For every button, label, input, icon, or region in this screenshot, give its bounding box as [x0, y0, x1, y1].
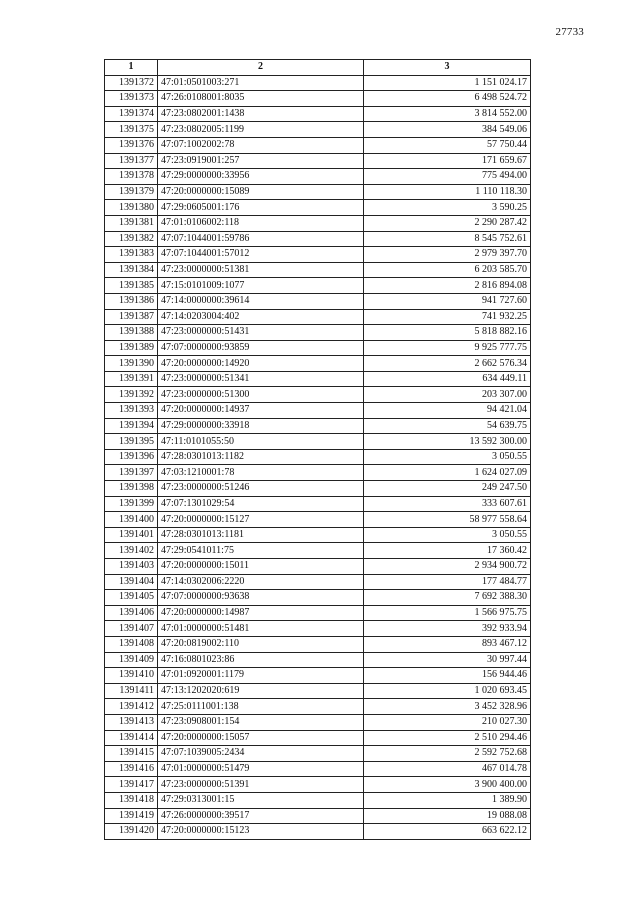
row-number-cell: 1391375 [105, 122, 158, 138]
cadastral-value-cell: 3 590.25 [364, 200, 531, 216]
row-number-cell: 1391383 [105, 247, 158, 263]
cadastral-number-cell: 47:29:0000000:33918 [158, 418, 364, 434]
cadastral-value-cell: 663 622.12 [364, 824, 531, 840]
cadastral-value-cell: 2 979 397.70 [364, 247, 531, 263]
table-row [105, 808, 531, 824]
cadastral-number-cell: 47:15:0101009:1077 [158, 278, 364, 294]
cadastral-value-cell: 2 816 894.08 [364, 278, 531, 294]
cadastral-value-cell: 6 203 585.70 [364, 262, 531, 278]
cadastral-number-cell: 47:23:0000000:51246 [158, 481, 364, 497]
table-row [105, 215, 531, 231]
cadastral-number-cell: 47:20:0000000:14987 [158, 605, 364, 621]
table-row [105, 106, 531, 122]
table-row [105, 559, 531, 575]
cadastral-number-cell: 47:28:0301013:1181 [158, 527, 364, 543]
table-row [105, 496, 531, 512]
table-row [105, 605, 531, 621]
column-header-2: 2 [158, 60, 364, 76]
cadastral-number-cell: 47:07:0000000:93638 [158, 590, 364, 606]
row-number-cell: 1391373 [105, 91, 158, 107]
row-number-cell: 1391411 [105, 683, 158, 699]
table-row [105, 512, 531, 528]
cadastral-value-cell: 94 421.04 [364, 403, 531, 419]
cadastral-value-cell: 171 659.67 [364, 153, 531, 169]
row-number-cell: 1391392 [105, 387, 158, 403]
table-row [105, 652, 531, 668]
cadastral-value-cell: 3 050.55 [364, 527, 531, 543]
row-number-cell: 1391408 [105, 636, 158, 652]
row-number-cell: 1391390 [105, 356, 158, 372]
cadastral-value-cell: 2 510 294.46 [364, 730, 531, 746]
cadastral-number-cell: 47:20:0000000:15127 [158, 512, 364, 528]
row-number-cell: 1391406 [105, 605, 158, 621]
table-row [105, 668, 531, 684]
row-number-cell: 1391393 [105, 403, 158, 419]
cadastral-number-cell: 47:01:0920001:1179 [158, 668, 364, 684]
row-number-cell: 1391399 [105, 496, 158, 512]
table-row [105, 714, 531, 730]
table-row [105, 231, 531, 247]
table-row [105, 699, 531, 715]
cadastral-value-cell: 6 498 524.72 [364, 91, 531, 107]
cadastral-number-cell: 47:03:1210001:78 [158, 465, 364, 481]
table-body [105, 75, 531, 839]
table-row [105, 91, 531, 107]
row-number-cell: 1391407 [105, 621, 158, 637]
table-row [105, 465, 531, 481]
cadastral-number-cell: 47:25:0111001:138 [158, 699, 364, 715]
row-number-cell: 1391382 [105, 231, 158, 247]
cadastral-value-cell: 30 997.44 [364, 652, 531, 668]
cadastral-value-cell: 19 088.08 [364, 808, 531, 824]
cadastral-value-cell: 3 050.55 [364, 449, 531, 465]
cadastral-value-cell: 1 389.90 [364, 792, 531, 808]
row-number-cell: 1391394 [105, 418, 158, 434]
cadastral-number-cell: 47:20:0000000:14937 [158, 403, 364, 419]
cadastral-value-cell: 3 900 400.00 [364, 777, 531, 793]
cadastral-number-cell: 47:20:0000000:15057 [158, 730, 364, 746]
table-row [105, 403, 531, 419]
row-number-cell: 1391385 [105, 278, 158, 294]
page-number: 27733 [555, 26, 584, 38]
table-row [105, 122, 531, 138]
cadastral-number-cell: 47:07:1044001:59786 [158, 231, 364, 247]
cadastral-value-cell: 156 944.46 [364, 668, 531, 684]
table-row [105, 356, 531, 372]
row-number-cell: 1391372 [105, 75, 158, 91]
table-row [105, 621, 531, 637]
row-number-cell: 1391402 [105, 543, 158, 559]
row-number-cell: 1391379 [105, 184, 158, 200]
table-row [105, 434, 531, 450]
row-number-cell: 1391416 [105, 761, 158, 777]
cadastral-value-cell: 634 449.11 [364, 371, 531, 387]
table-row [105, 293, 531, 309]
table-row [105, 636, 531, 652]
cadastral-value-cell: 741 932.25 [364, 309, 531, 325]
cadastral-number-cell: 47:23:0908001:154 [158, 714, 364, 730]
table-row [105, 730, 531, 746]
cadastral-number-cell: 47:23:0802001:1438 [158, 106, 364, 122]
row-number-cell: 1391420 [105, 824, 158, 840]
cadastral-number-cell: 47:01:0000000:51481 [158, 621, 364, 637]
table-row [105, 449, 531, 465]
cadastral-value-table [104, 59, 531, 840]
row-number-cell: 1391389 [105, 340, 158, 356]
cadastral-number-cell: 47:23:0000000:51381 [158, 262, 364, 278]
cadastral-value-cell: 1 624 027.09 [364, 465, 531, 481]
row-number-cell: 1391381 [105, 215, 158, 231]
row-number-cell: 1391415 [105, 746, 158, 762]
row-number-cell: 1391409 [105, 652, 158, 668]
cadastral-number-cell: 47:16:0801023:86 [158, 652, 364, 668]
cadastral-value-cell: 58 977 558.64 [364, 512, 531, 528]
cadastral-value-cell: 1 566 975.75 [364, 605, 531, 621]
cadastral-value-cell: 210 027.30 [364, 714, 531, 730]
cadastral-number-cell: 47:07:1039005:2434 [158, 746, 364, 762]
column-header-3: 3 [364, 60, 531, 76]
row-number-cell: 1391412 [105, 699, 158, 715]
row-number-cell: 1391387 [105, 309, 158, 325]
cadastral-value-cell: 249 247.50 [364, 481, 531, 497]
table-row [105, 184, 531, 200]
cadastral-number-cell: 47:07:1301029:54 [158, 496, 364, 512]
cadastral-value-cell: 1 151 024.17 [364, 75, 531, 91]
cadastral-value-cell: 5 818 882.16 [364, 325, 531, 341]
row-number-cell: 1391384 [105, 262, 158, 278]
table-row [105, 153, 531, 169]
cadastral-value-cell: 13 592 300.00 [364, 434, 531, 450]
row-number-cell: 1391410 [105, 668, 158, 684]
cadastral-value-cell: 177 484.77 [364, 574, 531, 590]
cadastral-value-cell: 2 662 576.34 [364, 356, 531, 372]
table-row [105, 247, 531, 263]
row-number-cell: 1391374 [105, 106, 158, 122]
cadastral-value-cell: 1 110 118.30 [364, 184, 531, 200]
cadastral-number-cell: 47:26:0108001:8035 [158, 91, 364, 107]
table-row [105, 527, 531, 543]
table-row [105, 481, 531, 497]
table-row [105, 200, 531, 216]
cadastral-value-cell: 941 727.60 [364, 293, 531, 309]
cadastral-number-cell: 47:29:0541011:75 [158, 543, 364, 559]
cadastral-number-cell: 47:23:0000000:51300 [158, 387, 364, 403]
cadastral-number-cell: 47:20:0000000:15011 [158, 559, 364, 575]
table-row [105, 75, 531, 91]
table-row [105, 824, 531, 840]
cadastral-number-cell: 47:20:0000000:15123 [158, 824, 364, 840]
cadastral-value-cell: 3 814 552.00 [364, 106, 531, 122]
table-row [105, 278, 531, 294]
row-number-cell: 1391414 [105, 730, 158, 746]
table-row [105, 574, 531, 590]
cadastral-value-cell: 203 307.00 [364, 387, 531, 403]
cadastral-value-cell: 1 020 693.45 [364, 683, 531, 699]
row-number-cell: 1391401 [105, 527, 158, 543]
row-number-cell: 1391413 [105, 714, 158, 730]
table-row [105, 387, 531, 403]
cadastral-number-cell: 47:01:0106002:118 [158, 215, 364, 231]
row-number-cell: 1391417 [105, 777, 158, 793]
cadastral-number-cell: 47:28:0301013:1182 [158, 449, 364, 465]
cadastral-number-cell: 47:23:0802005:1199 [158, 122, 364, 138]
cadastral-value-cell: 2 592 752.68 [364, 746, 531, 762]
cadastral-value-cell: 9 925 777.75 [364, 340, 531, 356]
table-row [105, 137, 531, 153]
cadastral-number-cell: 47:23:0000000:51431 [158, 325, 364, 341]
cadastral-value-cell: 893 467.12 [364, 636, 531, 652]
table-row [105, 325, 531, 341]
column-header-1: 1 [105, 60, 158, 76]
cadastral-number-cell: 47:01:0000000:51479 [158, 761, 364, 777]
cadastral-number-cell: 47:29:0000000:33956 [158, 169, 364, 185]
row-number-cell: 1391395 [105, 434, 158, 450]
cadastral-number-cell: 47:20:0819002:110 [158, 636, 364, 652]
cadastral-number-cell: 47:23:0000000:51341 [158, 371, 364, 387]
table-row [105, 169, 531, 185]
table-row [105, 683, 531, 699]
row-number-cell: 1391380 [105, 200, 158, 216]
cadastral-value-cell: 57 750.44 [364, 137, 531, 153]
cadastral-number-cell: 47:20:0000000:15089 [158, 184, 364, 200]
cadastral-value-cell: 17 360.42 [364, 543, 531, 559]
cadastral-value-cell: 392 933.94 [364, 621, 531, 637]
row-number-cell: 1391396 [105, 449, 158, 465]
row-number-cell: 1391400 [105, 512, 158, 528]
table-row [105, 371, 531, 387]
row-number-cell: 1391376 [105, 137, 158, 153]
row-number-cell: 1391398 [105, 481, 158, 497]
cadastral-value-cell: 7 692 388.30 [364, 590, 531, 606]
cadastral-number-cell: 47:23:0919001:257 [158, 153, 364, 169]
table-row [105, 761, 531, 777]
table-row [105, 418, 531, 434]
row-number-cell: 1391418 [105, 792, 158, 808]
cadastral-number-cell: 47:20:0000000:14920 [158, 356, 364, 372]
cadastral-number-cell: 47:11:0101055:50 [158, 434, 364, 450]
cadastral-number-cell: 47:14:0000000:39614 [158, 293, 364, 309]
table-row [105, 309, 531, 325]
row-number-cell: 1391419 [105, 808, 158, 824]
cadastral-number-cell: 47:01:0501003:271 [158, 75, 364, 91]
cadastral-number-cell: 47:07:0000000:93859 [158, 340, 364, 356]
table-row [105, 340, 531, 356]
cadastral-number-cell: 47:29:0313001:15 [158, 792, 364, 808]
cadastral-value-cell: 3 452 328.96 [364, 699, 531, 715]
row-number-cell: 1391403 [105, 559, 158, 575]
table-row [105, 543, 531, 559]
cadastral-number-cell: 47:14:0203004:402 [158, 309, 364, 325]
cadastral-value-cell: 775 494.00 [364, 169, 531, 185]
cadastral-number-cell: 47:29:0605001:176 [158, 200, 364, 216]
table-header-row [105, 60, 531, 76]
table-row [105, 590, 531, 606]
row-number-cell: 1391378 [105, 169, 158, 185]
table-row [105, 777, 531, 793]
cadastral-value-cell: 2 290 287.42 [364, 215, 531, 231]
cadastral-number-cell: 47:23:0000000:51391 [158, 777, 364, 793]
row-number-cell: 1391397 [105, 465, 158, 481]
cadastral-number-cell: 47:07:1002002:78 [158, 137, 364, 153]
row-number-cell: 1391388 [105, 325, 158, 341]
cadastral-value-cell: 333 607.61 [364, 496, 531, 512]
cadastral-number-cell: 47:14:0302006:2220 [158, 574, 364, 590]
cadastral-number-cell: 47:07:1044001:57012 [158, 247, 364, 263]
cadastral-value-cell: 2 934 900.72 [364, 559, 531, 575]
row-number-cell: 1391391 [105, 371, 158, 387]
table-row [105, 792, 531, 808]
cadastral-value-cell: 54 639.75 [364, 418, 531, 434]
table-row [105, 746, 531, 762]
row-number-cell: 1391404 [105, 574, 158, 590]
cadastral-number-cell: 47:26:0000000:39517 [158, 808, 364, 824]
cadastral-value-cell: 384 549.06 [364, 122, 531, 138]
table-row [105, 262, 531, 278]
cadastral-value-cell: 8 545 752.61 [364, 231, 531, 247]
cadastral-value-cell: 467 014.78 [364, 761, 531, 777]
row-number-cell: 1391377 [105, 153, 158, 169]
cadastral-number-cell: 47:13:1202020:619 [158, 683, 364, 699]
row-number-cell: 1391405 [105, 590, 158, 606]
row-number-cell: 1391386 [105, 293, 158, 309]
